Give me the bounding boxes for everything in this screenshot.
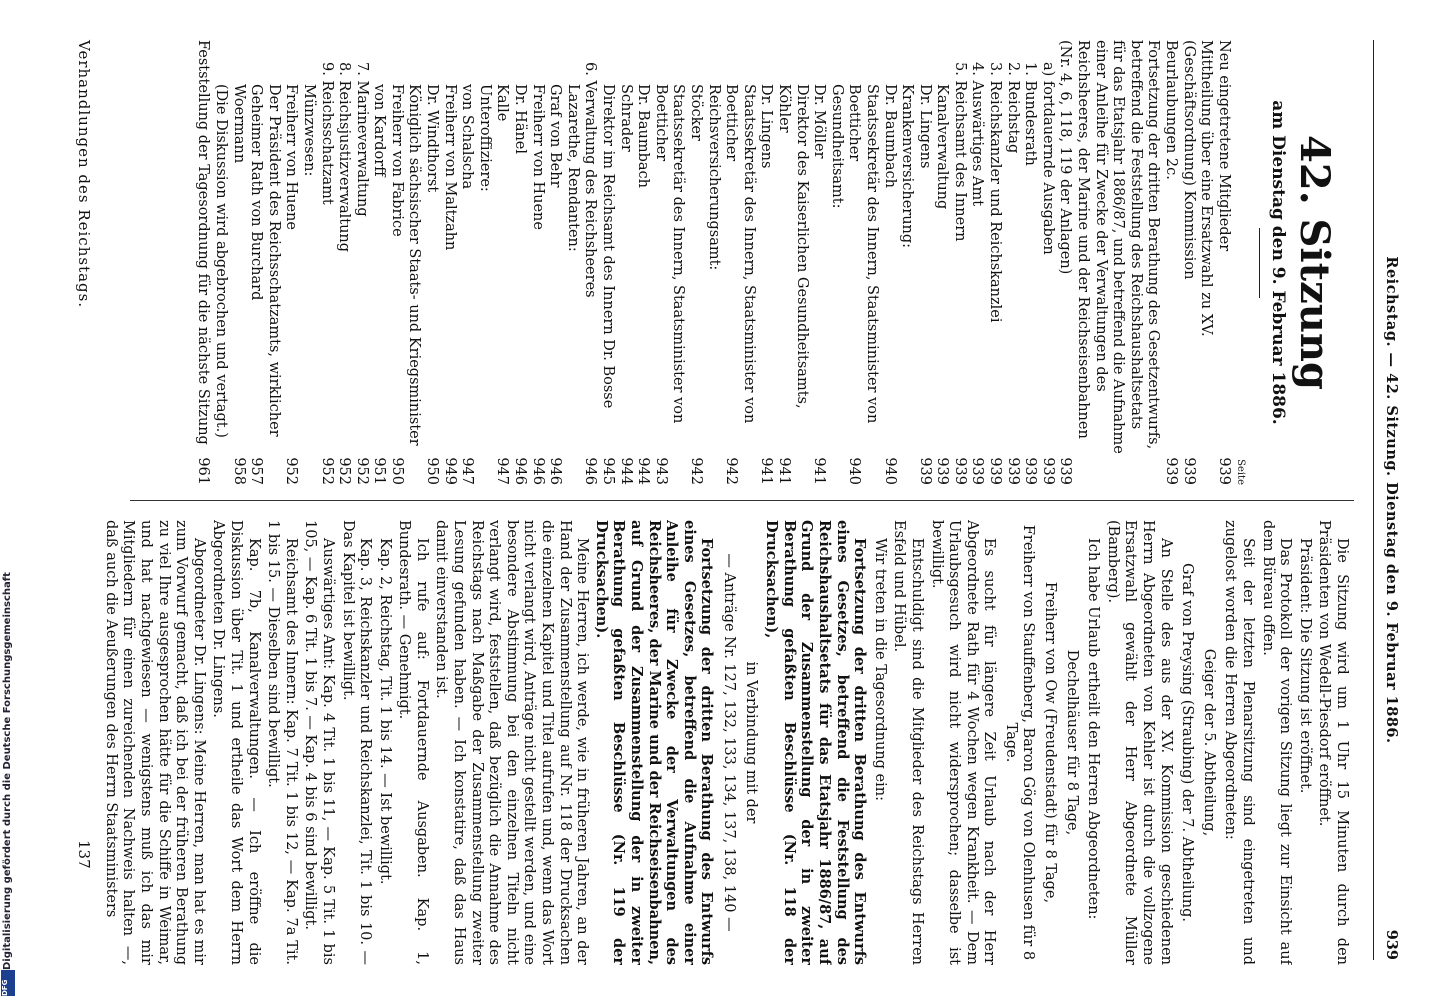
toc-entry-text: Stöcker xyxy=(688,84,704,141)
toc-entry-page: 952 xyxy=(283,457,300,485)
toc-entry xyxy=(722,40,757,485)
toc-entry xyxy=(1214,40,1232,485)
toc-entry-page: 946 xyxy=(529,457,546,485)
toc-entry xyxy=(968,40,986,485)
toc-entry-page: 952 xyxy=(318,457,335,485)
toc-entry-text: Woermann xyxy=(230,84,247,164)
toc-entry-text: Dr. Windthorst xyxy=(424,84,441,193)
toc-entry xyxy=(528,40,546,485)
toc-entry-text: a) fortdauernde Ausgaben xyxy=(1039,62,1056,255)
signature-number: 137 xyxy=(74,840,93,869)
toc-entry-page: 942 xyxy=(723,457,740,485)
toc-entry xyxy=(387,40,422,485)
toc-entry-page: 944 xyxy=(617,457,634,485)
body-paragraph: Auswärtiges Amt: Kap. 4 Tit. 1 bis 11, — Kap. 5 Tit. 1 bis 105, — Kap. 6 Tit. 1 bis 7. — Kap. 4 bis 6 sind bewilligt. xyxy=(302,520,336,965)
toc-entry xyxy=(440,40,458,485)
toc-entry xyxy=(352,40,370,485)
toc-entry-text: Dr. Baumbach xyxy=(881,84,898,188)
page-header xyxy=(1373,40,1400,960)
running-title: Reichstag. — 42. Sitzung. Dienstag den 9. Februar 1886. xyxy=(1383,256,1400,744)
toc-entry-page: 949 xyxy=(441,457,458,485)
toc-entry xyxy=(1161,40,1179,485)
toc-entry xyxy=(211,40,229,485)
left-footer: Verhandlungen des Reichstags. xyxy=(74,40,93,309)
toc-entry-text: Staatssekretär des Innern, Staatsminister von Boetticher xyxy=(846,84,880,424)
toc-entry-page: 939 xyxy=(916,457,933,485)
column-divider xyxy=(130,500,1354,501)
toc-entry xyxy=(458,40,476,485)
toc-entry xyxy=(915,40,933,485)
toc-entry-text: Staatssekretär des Innern, Staatsminister von Boetticher xyxy=(652,84,687,424)
body-paragraph: Graf von Preysing (Straubing) der 7. Abtheilung. xyxy=(1179,562,1196,923)
toc-entry-page: 939 xyxy=(1039,457,1056,485)
body-paragraph: Geiger der 5. Abtheilung, xyxy=(1200,648,1217,837)
toc-entry-page: 939 xyxy=(1215,457,1232,485)
toc-entry-text: Gesundheitsamt: xyxy=(828,84,845,209)
body-paragraph: Seit der letzten Plenarsitzung sind eingetreten und zugelost worden die Herren Abgeordneten: xyxy=(1222,520,1257,965)
body-paragraph: Kap. 7b, Kanalverwaltungen. — Ich eröffne die Diskussion über Tit. 1 und ertheile das Wort dem Herrn Abgeordneten Dr. Lingens. xyxy=(210,520,262,965)
body-paragraph: Fortsetzung der dritten Berathung des Entwurfs eines Gesetzes, betreffend die Aufnahme einer Anleihe für Zwecke der Verwaltungen des Reichsheeres, der Marine und der Reichseisenbahnen, auf Grund der Zusammenstellung der in zweiter Berathung gefaßten Beschlüsse (Nr. 119 der Drucksachen). xyxy=(592,520,716,965)
toc-entry xyxy=(423,40,441,485)
toc-entry-page: 941 xyxy=(775,457,792,485)
toc-entry xyxy=(686,40,704,485)
toc-entry-text: Feststellung der Tagesordnung für die nächste Sitzung xyxy=(195,40,212,445)
toc-entry xyxy=(933,40,951,485)
toc-entry-text: Lazarethe, Rendanten: xyxy=(564,84,581,252)
title-rule xyxy=(1259,228,1260,298)
toc-entry-text: Neu eingetretene Mitglieder xyxy=(1215,40,1232,252)
toc-entry xyxy=(616,40,634,485)
toc-entry-text: Dr. Baumbach xyxy=(635,84,652,188)
toc-entry-page: 939 xyxy=(951,457,968,485)
toc-entry xyxy=(229,40,247,485)
body-paragraph: Wir treten in die Tagesordnung ein: xyxy=(871,538,888,802)
toc-entry-page: 950 xyxy=(424,457,441,485)
toc-entry-text: 9. Reichsschatzamt xyxy=(318,62,335,205)
toc-entry xyxy=(1179,40,1214,485)
toc-entry-text: Münzwesen: xyxy=(300,84,317,177)
toc-entry xyxy=(282,40,300,485)
toc-entry-page: 941 xyxy=(811,457,828,485)
toc-entry-text: Der Präsident des Reichsschatzamts, wirklicher Geheimer Rath von Burchard xyxy=(248,84,282,437)
toc-entry-text: Fortsetzung der dritten Berathung des Gesetzentwurfs, betreffend die Feststellung des Reichshaushaltsetats für das Etatsjahr 1886/87, und betreffend die Aufnahme einer Anleihe für Zwecke der Verwaltungen des Reichsheeres, der Marine und der Reichseisenbahnen (Nr. 4, 6, 118, 119 der Anlagen) xyxy=(1057,40,1162,454)
toc-entry-text: 7. Marineverwaltung xyxy=(353,62,370,217)
body-paragraph: in Verbindung mit der xyxy=(742,661,759,824)
toc-entry xyxy=(194,40,212,485)
toc-entry xyxy=(704,40,722,485)
toc-entry-page: 952 xyxy=(353,457,370,485)
body-paragraph: Kap. 3, Reichskanzler und Reichskanzlei, Tit. 1 bis 10. — Das Kapitel ist bewilligt. xyxy=(339,520,374,965)
toc-entry xyxy=(651,40,686,485)
toc-entry-page: 944 xyxy=(635,457,652,485)
right-column xyxy=(100,520,1350,965)
toc-entry xyxy=(598,40,616,485)
scanned-page xyxy=(40,0,1410,1000)
body-paragraph: Fortsetzung der dritten Berathung des Entwurfs eines Gesetzes, betreffend die Feststellung des Reichshaushaltsetats für das Etatsjahr 1886/87, auf Grund der Zusammenstellung der in zweiter Berathung gefaßten Beschlüsse (Nr. 118 der Drucksachen), xyxy=(763,520,869,965)
body-paragraph: — Anträge Nr. 127, 132, 133, 134, 137, 138, 140 — xyxy=(721,553,737,932)
toc-entry-text: Beurlaubungen 2c. xyxy=(1163,40,1180,180)
toc-entry-text: Staatssekretär des Innern, Staatsminister von Boetticher xyxy=(723,84,757,424)
toc-entry-text: 1. Bundesrath xyxy=(1022,62,1039,166)
toc-entry xyxy=(510,40,528,485)
body-paragraph: Reichsamt des Innern: Kap. 7 Tit. 1 bis 12, — Kap. 7a Tit. 1 bis 15. — Dieselben sind bewilligt. xyxy=(265,520,299,965)
body-paragraph: Kap. 2, Reichstag, Tit. 1 bis 14. — Ist bewilligt. xyxy=(376,538,393,885)
toc-entry-text: Dr. Möller xyxy=(811,84,828,159)
left-column xyxy=(100,40,1350,485)
body-paragraph: Die Sitzung wird um 1 Uhr 15 Minuten durch den Präsidenten von Wedell-Piesdorf eröffnet. xyxy=(1316,520,1350,965)
toc-entry xyxy=(950,40,968,485)
toc-entry-page: 946 xyxy=(547,457,564,485)
toc-entry-text: von Schalscha xyxy=(459,84,476,190)
toc-entry xyxy=(317,40,335,485)
toc-entry xyxy=(247,40,282,485)
toc-entry-text: 3. Reichskanzler und Reichskanzlei xyxy=(987,62,1004,323)
toc-entry xyxy=(1056,40,1162,485)
toc-page-label: Seite xyxy=(1235,459,1247,485)
toc-entry-page: 939 xyxy=(934,457,951,485)
toc-entry-page: 946 xyxy=(582,457,599,485)
toc-entry-page: 943 xyxy=(652,457,669,485)
toc-entry-text: 2. Reichstag xyxy=(1004,62,1021,154)
toc-entry-text: Unteroffiziere: xyxy=(476,84,493,192)
toc-entry-page: 941 xyxy=(758,457,775,485)
toc-entry-page: 961 xyxy=(195,457,212,485)
toc-entry xyxy=(299,40,317,485)
toc-entry-page: 958 xyxy=(230,457,247,485)
toc-entry-text: 5. Reichsamt des Innern xyxy=(951,62,968,242)
toc-entry-text: (Die Diskussion wird abgebrochen und vertagt.) xyxy=(212,84,229,438)
toc-entry-text: Direktor des Kaiserlichen Gesundheitsamts, Köhler xyxy=(775,84,810,409)
table-of-contents xyxy=(194,40,1232,485)
toc-entry-page: 939 xyxy=(1004,457,1021,485)
toc-entry-text: Reichsversicherungsamt: xyxy=(705,84,722,271)
toc-entry xyxy=(810,40,828,485)
body-paragraph: Es sucht für längere Zeit Urlaub nach der Herr Abgeordnete Rath für 4 Wochen wegen Krankheit. — Dem Urlaubsgesuch wird nicht widersprochen; dasselbe ist bewilligt. xyxy=(928,520,998,965)
toc-entry xyxy=(475,40,493,485)
body-paragraph: Entschuldigt sind die Mitglieder des Reichstags Herren Esfeld und Hübel. xyxy=(891,520,925,965)
toc-entry-text: Kanalverwaltung xyxy=(934,84,951,210)
toc-entry xyxy=(581,40,599,485)
toc-entry-page: 946 xyxy=(512,457,529,485)
toc-entry-text: 4. Auswärtiges Amt xyxy=(969,62,986,207)
toc-entry-page: 940 xyxy=(846,457,863,485)
toc-entry-page: 939 xyxy=(1057,457,1074,485)
toc-entry-page: 939 xyxy=(1163,457,1180,485)
toc-entry-text: 8. Reichsjustizverwaltung xyxy=(336,62,353,253)
session-title: 42. Sitzung xyxy=(1291,135,1338,390)
toc-entry xyxy=(335,40,353,485)
toc-entry-text: Freiherr von Maltzahn xyxy=(441,84,458,251)
toc-entry-page: 947 xyxy=(494,457,511,485)
digitization-sidebar xyxy=(0,0,16,1000)
toc-entry xyxy=(898,40,916,485)
body-paragraph: Ich habe Urlaub ertheilt den Herren Abgeordneten: xyxy=(1085,538,1102,920)
toc-entry-text: Schrader xyxy=(617,84,634,152)
toc-entry-text: 6. Verwaltung des Reichsheeres xyxy=(582,62,599,298)
toc-entry xyxy=(493,40,511,485)
toc-entry-page: 939 xyxy=(1180,457,1197,485)
toc-entry xyxy=(757,40,775,485)
toc-entry-page: 947 xyxy=(459,457,476,485)
toc-entry-text: Graf von Behr xyxy=(547,84,564,188)
toc-entry xyxy=(546,40,564,485)
toc-entry xyxy=(827,40,845,485)
toc-entry xyxy=(1003,40,1021,485)
body-paragraph: An Stelle des aus der XV. Kommission geschiedenen Herrn Abgeordneten von Kehler ist durch die vollzogene Ersatzwahl gewählt der Herr Abgeordnete Müller (Bamberg). xyxy=(1104,520,1174,965)
dfg-logo: DFG xyxy=(1,970,15,996)
toc-entry xyxy=(1021,40,1039,485)
body-paragraph: Ich rufe auf: Fortdauernde Ausgaben. Kap. 1, Bundesrath. — Genehmigt. xyxy=(396,520,430,965)
toc-entry-text: Königlich sächsischer Staats- und Kriegsminister Freiherr von Fabrice xyxy=(388,84,423,446)
toc-entry-text: Mittheilung über eine Ersatzwahl zu XV. (Geschäftsordnung) Kommission xyxy=(1180,40,1215,337)
body-paragraph: Abgeordneter Dr. Lingens: Meine Herren, man hat es mir zum Vorwurf gemacht, daß ich bei der früheren Berathung zu viel Ihre ausgesprochen hätte für die Schiffe in Weimar, und hat nachgewiesen — wenigstens muß ich das mir Mitgliedern für einen zureichenden Nachweis halten —, daß auch die Aeußerungen des Herrn Staatsministers xyxy=(102,520,207,965)
toc-entry xyxy=(845,40,880,485)
body-paragraph: Präsident: Die Sitzung ist eröffnet. xyxy=(1296,538,1313,794)
toc-entry-page: 942 xyxy=(688,457,704,485)
toc-entry-text: Krankenversicherung: xyxy=(899,84,916,249)
toc-entry xyxy=(986,40,1004,485)
body-paragraph: Freiherr von Ow (Freudenstadt) für 8 Tage, xyxy=(1042,581,1059,904)
toc-entry xyxy=(370,40,388,485)
toc-entry-text: von Kardorff xyxy=(371,84,388,177)
toc-entry-text: Dr. Lingens xyxy=(916,84,933,169)
toc-entry-text: Kalle xyxy=(494,84,511,122)
digitization-credit: Digitalisierung gefördert durch die Deutsche Forschungsgemeinschaft xyxy=(2,572,13,970)
toc-entry-page: 957 xyxy=(248,457,265,485)
session-date: am Dienstag den 9. Februar 1886. xyxy=(1268,100,1288,425)
toc-entry-page: 939 xyxy=(969,457,986,485)
toc-entry-text: Dr. Hänel xyxy=(512,84,529,155)
body-paragraph: Meine Herren, ich werde, wie in früheren Jahren, an der Hand der Zusammenstellung auf Nr. 118 der Drucksachen die einzelnen Kapitel und Titel aufrufen und, wenn das Wort nicht verlangt wird, Anträge nicht gestellt werden, und eine besondere Abstimmung bei den einzelnen Titeln nicht verlangt wird, feststellen, daß bezüglich die Annahme des Reichstags nach Maßgabe der Zusammenstellung zweiter Lesung gefunden haben. — Ich konstatire, daß das Haus damit einverstanden ist. xyxy=(433,520,591,965)
toc-entry-page: 939 xyxy=(987,457,1004,485)
toc-entry-text: Freiherr von Huene xyxy=(283,84,300,230)
body-paragraph: Das Protokoll der vorigen Sitzung liegt zur Einsicht auf dem Büreau offen. xyxy=(1259,520,1294,965)
toc-entry xyxy=(774,40,809,485)
body-paragraph: Dechelhäuser für 8 Tage, xyxy=(1063,649,1080,836)
toc-entry-page: 952 xyxy=(336,457,353,485)
toc-entry xyxy=(634,40,652,485)
toc-entry-page: 939 xyxy=(1022,457,1039,485)
toc-entry xyxy=(1038,40,1056,485)
body-paragraph: Freiherr von Stauffenberg, Baron Gög von Olenhusen für 8 Tage. xyxy=(1002,524,1037,961)
toc-entry xyxy=(880,40,898,485)
toc-entry-page: 951 xyxy=(371,457,388,485)
toc-entry-page: 945 xyxy=(600,457,617,485)
toc-entry-page: 940 xyxy=(881,457,898,485)
page-number: 939 xyxy=(1383,929,1400,960)
toc-entry-text: Freiherr von Huene xyxy=(529,84,546,230)
toc-entry xyxy=(563,40,581,485)
toc-entry-text: Dr. Lingens xyxy=(758,84,775,169)
toc-entry-page: 950 xyxy=(388,457,405,485)
toc-entry-text: Direktor im Reichsamt des Innern Dr. Bosse xyxy=(600,84,617,409)
